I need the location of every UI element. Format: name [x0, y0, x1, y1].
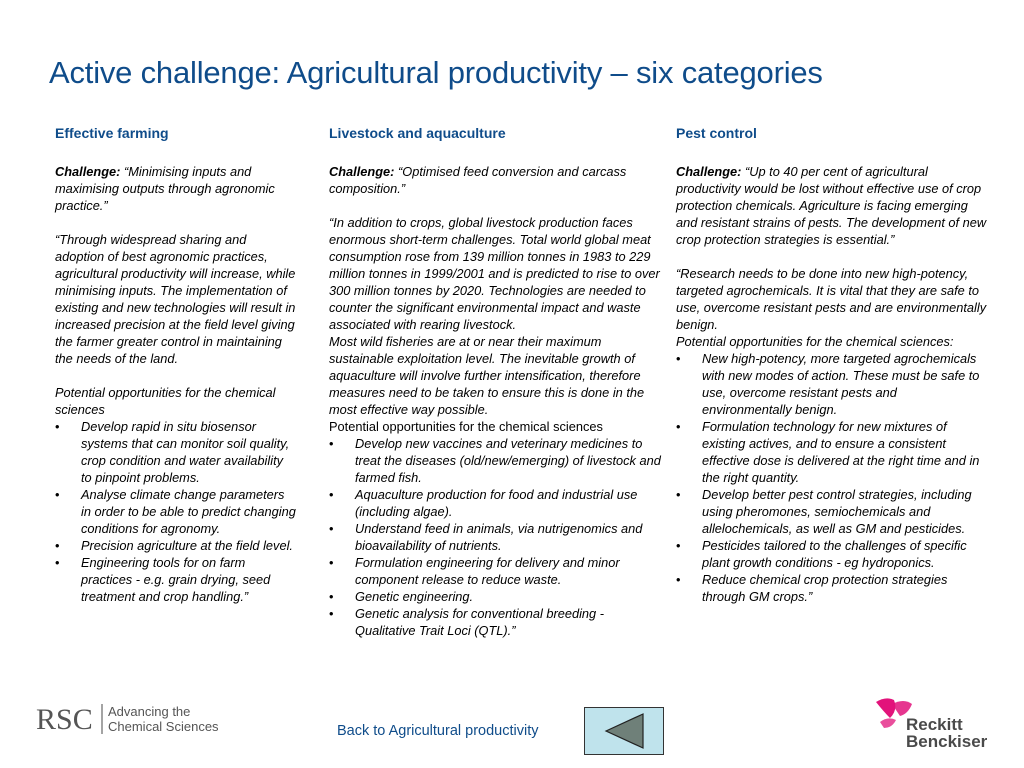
list-item: • Develop rapid in situ biosensor systems that can monitor soil quality, crop condition and water availability to pinpoint problems. — [55, 419, 290, 485]
challenge — [676, 163, 988, 248]
opportunities-list — [55, 418, 297, 605]
opportunities-list — [329, 435, 665, 639]
list-item: • Formulation technology for new mixtures of existing actives, and to ensure a consistent effective dose is delivered at the right time and in the right quantity. — [676, 419, 980, 485]
column-livestock-aquaculture — [329, 124, 665, 639]
bullet: • — [676, 419, 681, 434]
rb-logo-line1: Reckitt — [906, 715, 963, 734]
list-item: • Pesticides tailored to the challenges of specific plant growth conditions - eg hydroponics. — [676, 538, 967, 570]
description-paragraph-2: Most wild fisheries are at or near their maximum sustainable exploitation level. The inevitable growth of aquaculture will involve further intensification, therefore measures need to be taken to ensure this is done in the most effective way possible. — [329, 334, 645, 417]
rsc-logo-line1: Advancing the — [108, 704, 191, 719]
rsc-logo — [36, 698, 236, 742]
list-item: • Engineering tools for on farm practices - e.g. grain drying, seed treatment and crop handling.” — [55, 555, 271, 604]
triangle-left-icon — [585, 708, 663, 754]
list-item: • Develop better pest control strategies, including using pheromones, semiochemicals and allelochemicals, as well as GM and pesticides. — [676, 487, 972, 536]
bullet: • — [329, 487, 334, 502]
bullet: • — [329, 606, 334, 621]
bullet: • — [329, 589, 334, 604]
challenge-text: “Up to 40 per cent of agricultural productivity would be lost without effective use of crop protection chemicals. Agriculture is facing emerging and resistant strains of pests. The development of new crop protection strategies is essential.” — [676, 164, 987, 247]
bullet: • — [55, 538, 60, 553]
challenge-text: “Optimised feed conversion and carcass composition.” — [329, 164, 627, 196]
bullet: • — [676, 351, 681, 366]
challenge-label: Challenge: — [676, 164, 742, 179]
page-title: Active challenge: Agricultural productivity – six categories — [49, 55, 823, 90]
bullet: • — [55, 419, 60, 434]
list-item: • Understand feed in animals, via nutrigenomics and bioavailability of nutrients. — [329, 521, 643, 553]
column-effective-farming — [55, 124, 297, 605]
description-paragraph: “Research needs to be done into new high-potency, targeted agrochemicals. It is vital that they are safe to use, overcome resistant pests and are environmentally benign. — [676, 266, 987, 332]
list-item: • Formulation engineering for delivery and minor component release to reduce waste. — [329, 555, 620, 587]
list-item: • New high-potency, more targeted agrochemicals with new modes of action. These must be safe to use, overcome resistant pests and environmentally benign. — [676, 351, 980, 417]
opportunities-heading: Potential opportunities for the chemical sciences: — [676, 334, 954, 349]
description-paragraph: “Through widespread sharing and adoption of best agronomic practices, agricultural productivity will increase, while minimising inputs. The implementation of existing and new technologies will result in increased precision at the field level giving the farmer greater control in maintaining the needs of the land. — [55, 232, 296, 366]
challenge-text: “Minimising inputs and maximising outputs through agronomic practice.” — [55, 164, 275, 213]
column-heading: Effective farming — [55, 125, 169, 141]
rsc-logo-line2: Chemical Sciences — [108, 719, 219, 734]
opportunities-heading: Potential opportunities for the chemical sciences — [55, 385, 276, 417]
bullet: • — [676, 572, 681, 587]
list-item: • Aquaculture production for food and industrial use (including algae). — [329, 487, 638, 519]
bullet: • — [55, 555, 60, 570]
list-item: • Reduce chemical crop protection strategies through GM crops.” — [676, 572, 948, 604]
back-to-agricultural-productivity-link[interactable]: Back to Agricultural productivity — [337, 723, 539, 739]
bullet: • — [329, 521, 334, 536]
column-pest-control — [676, 124, 988, 605]
rb-logo-line2: Benckiser — [906, 732, 988, 750]
opportunities-list — [676, 350, 988, 605]
challenge — [55, 163, 297, 214]
list-item: • Genetic analysis for conventional breeding - Qualitative Trait Loci (QTL).” — [329, 606, 604, 638]
description-paragraph: “In addition to crops, global livestock production faces enormous short-term challenges. Total world global meat consumption rose from 139 million tonnes in 1983 to 229 million tonnes in 1999/2001 and is predicted to rise to over 300 million tonnes by 2020. Technologies are needed to counter the significant environmental impact and waste associated with rearing livestock. — [329, 215, 660, 332]
column-heading: Livestock and aquaculture — [329, 125, 506, 141]
bullet: • — [676, 487, 681, 502]
list-item: • Develop new vaccines and veterinary medicines to treat the diseases (old/new/emerging) of livestock and farmed fish. — [329, 436, 661, 485]
back-button[interactable] — [584, 707, 664, 755]
list-item: • Precision agriculture at the field level. — [55, 538, 293, 553]
list-item: • Genetic engineering. — [329, 589, 474, 604]
rsc-logo-mark: RSC — [36, 703, 93, 736]
opportunities-heading: Potential opportunities for the chemical sciences — [329, 419, 603, 434]
challenge-label: Challenge: — [55, 164, 121, 179]
bullet: • — [329, 555, 334, 570]
challenge-label: Challenge: — [329, 164, 395, 179]
challenge — [329, 163, 665, 197]
bullet: • — [55, 487, 60, 502]
list-item: • Analyse climate change parameters in order to be able to predict changing conditions for agronomy. — [55, 487, 296, 536]
bullet: • — [329, 436, 334, 451]
reckitt-benckiser-logo — [872, 694, 996, 750]
column-heading: Pest control — [676, 125, 757, 141]
bullet: • — [676, 538, 681, 553]
